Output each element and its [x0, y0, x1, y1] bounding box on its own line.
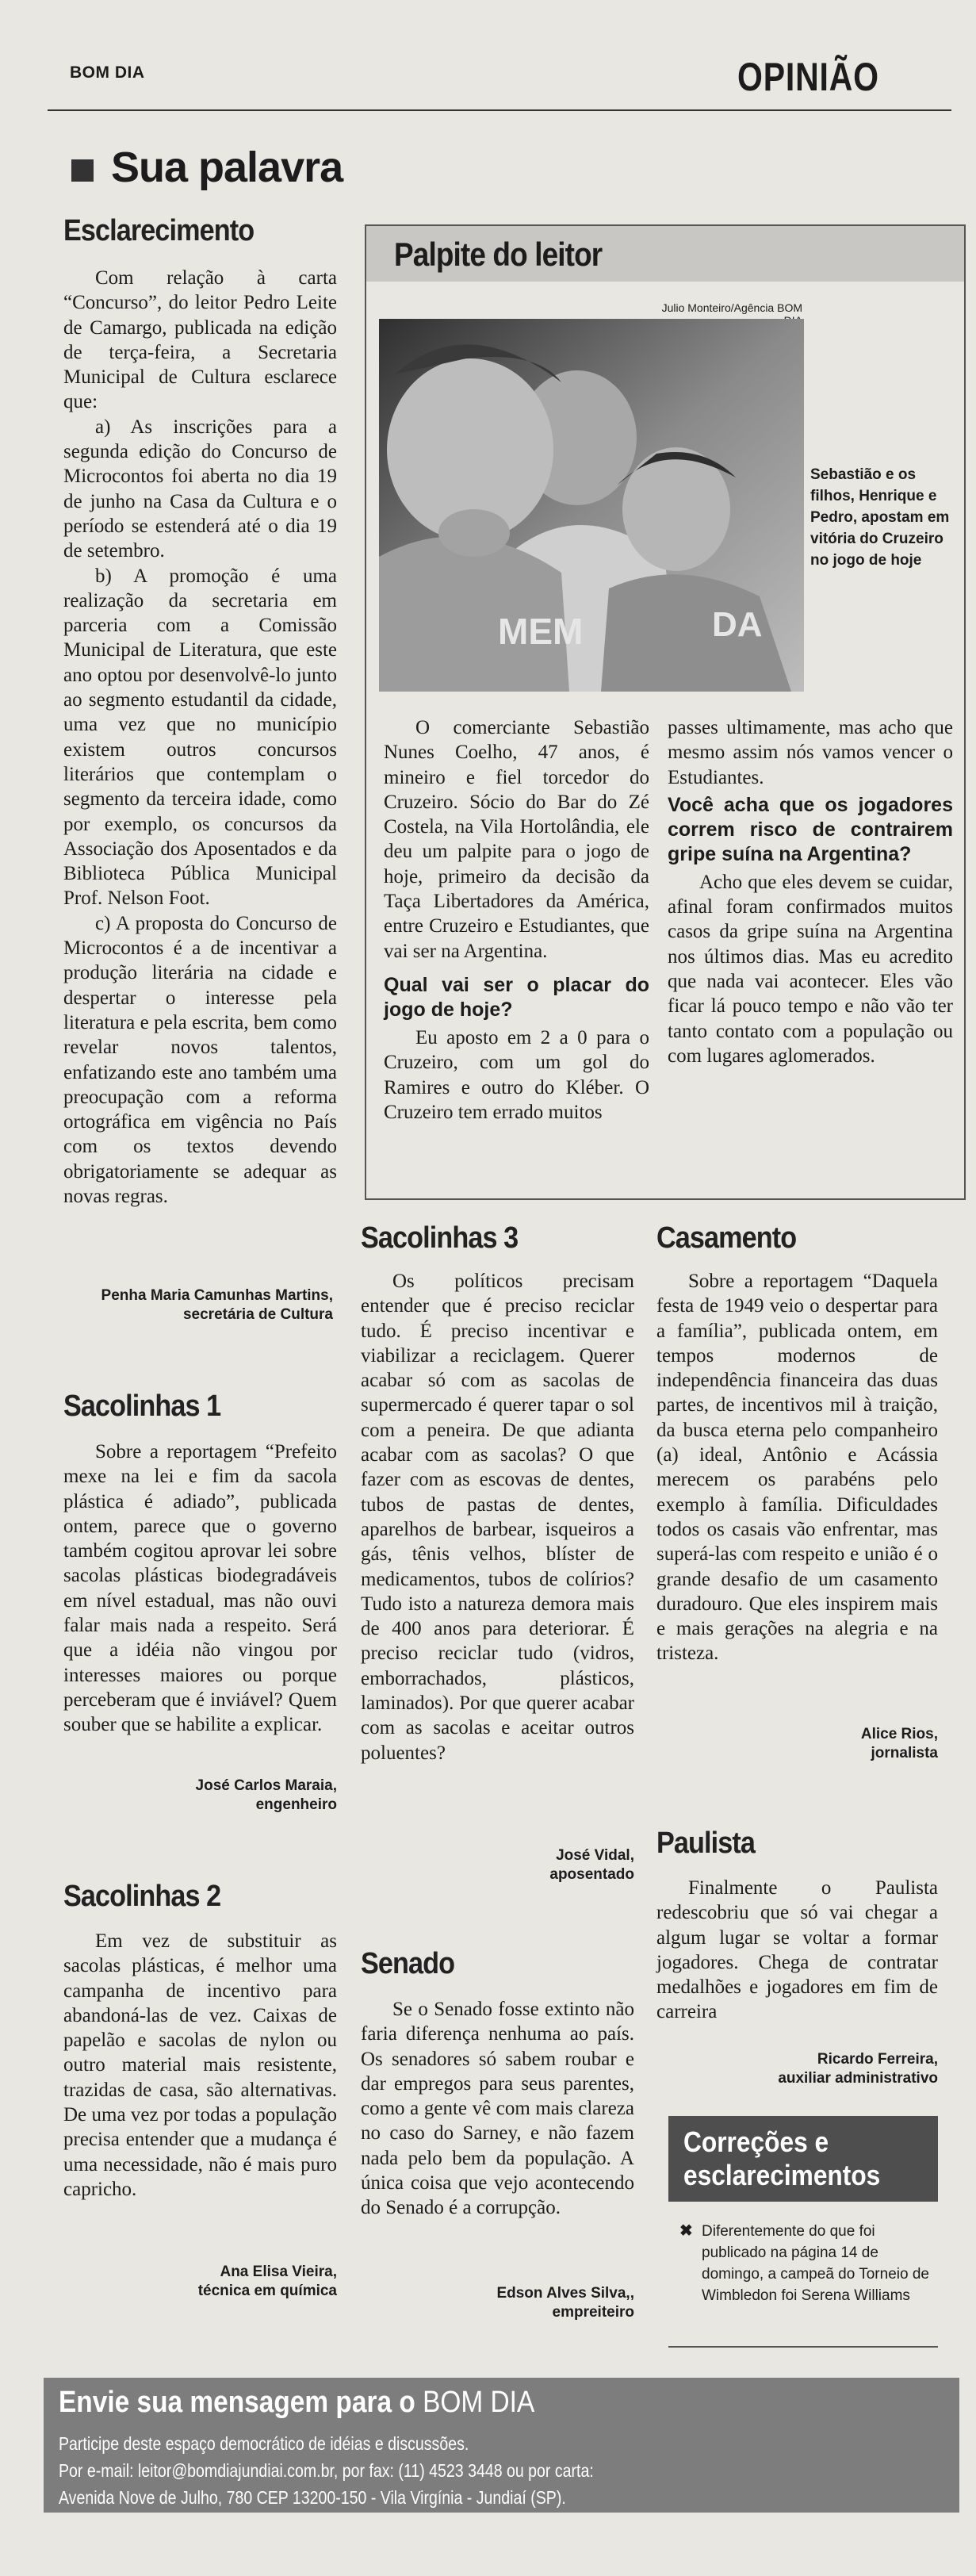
palpite-col1: [384, 715, 649, 1125]
signature-name: Alice Rios,: [860, 1726, 938, 1742]
photo: [379, 319, 804, 692]
header-rule: [48, 109, 951, 111]
correcoes-title-line1: Correções e: [683, 2126, 829, 2158]
sacolinhas3-signature: [361, 1846, 634, 1884]
footer-line1: Participe deste espaço democrático de idéias e discussões.: [59, 2433, 469, 2454]
sacolinhas2-title: Sacolinhas 2: [63, 1880, 221, 1913]
paulista-title: Paulista: [656, 1827, 755, 1860]
palpite-intro: O comerciante Sebastião Nunes Coelho, 47 anos, é mineiro e fiel torcedor do Cruzeiro. Sócio do Bar do Zé Costela, na Vila Hortolândia, ele deu um palpite para o jogo de hoje, primeiro da decisão da Taça Libertadores da América, entre Cruzeiro e Estudiantes, que vai ser na Argentina.: [384, 717, 649, 962]
esclarecimento-p1: Com relação à carta “Concurso”, do leitor Pedro Leite de Camargo, publicada na edição de terça-feira, a Secretaria Municipal de Cultura esclarece que:: [63, 267, 337, 413]
signature-role: engenheiro: [255, 1796, 337, 1813]
photo-credit: Julio Monteiro/Agência BOM: [661, 301, 802, 314]
section-name: OPINIÃO: [737, 55, 879, 99]
footer-brand: BOM DIA: [423, 2386, 535, 2419]
signature-name: Edson Alves Silva,,: [496, 2285, 634, 2302]
paper-name: BOM DIA: [70, 63, 145, 82]
palpite-question-1: Qual vai ser o placar do jogo de hoje?: [384, 973, 649, 1021]
correcoes-rule: [668, 2346, 938, 2348]
esclarecimento-p2: a) As inscrições para a segunda edição do Concurso de Microcontos foi aberta no dia 19 de junho na Casa da Cultura e o período se estenderá até o dia 19 de setembro.: [63, 416, 337, 562]
signature-role: empreiteiro: [552, 2304, 634, 2321]
palpite-answer-2: Acho que eles devem se cuidar, afinal foram confirmados muitos casos da gripe suína na Argentina nos últimos dias. Mas eu acredito que nada vai acontecer. Eles vão ficar lá pouco tempo e não vão ter tanto contato com a população ou com lugares aglomerados.: [668, 871, 953, 1067]
signature-role: aposentado: [549, 1866, 634, 1883]
sacolinhas3-body: [361, 1269, 634, 1765]
esclarecimento-body: [63, 266, 337, 1209]
svg-text:DA: DA: [712, 605, 763, 644]
palpite-question-2: Você acha que os jogadores correm risco de contrairem gripe suína na Argentina?: [668, 793, 953, 865]
section-title: Sua palavra: [111, 144, 343, 191]
correcoes-title-line2: esclarecimentos: [683, 2159, 881, 2191]
signature-role: técnica em química: [197, 2283, 337, 2299]
paulista-signature: [656, 2050, 938, 2088]
signature-role: secretária de Cultura: [182, 1306, 333, 1323]
sacolinhas1-title: Sacolinhas 1: [63, 1390, 221, 1423]
sacolinhas2-body: [63, 1929, 337, 2202]
correcoes-bullet-icon: ✖: [679, 2222, 693, 2240]
senado-signature: [361, 2284, 634, 2322]
signature-name: José Vidal,: [556, 1847, 634, 1864]
sacolinhas1-signature: [63, 1777, 337, 1815]
palpite-title: Palpite do leitor: [394, 236, 603, 273]
signature-name: José Carlos Maraia,: [195, 1777, 337, 1794]
esclarecimento-p4: c) A proposta do Concurso de Microcontos é a de incentivar a produção literária na cidade e despertar o interesse pela literatura e pela escrita, bem como revelar novos talentos, enfatizando este ano também uma preocupação com a reforma ortográfica em vigência no País com os textos devendo obrigatoriamente se adequar as novas regras.: [63, 912, 337, 1207]
palpite-col2: [668, 715, 953, 1068]
sacolinhas3-title: Sacolinhas 3: [361, 1221, 519, 1255]
casamento-body: [656, 1269, 938, 1666]
sacolinhas2-text: Em vez de substituir as sacolas plásticas, é melhor uma campanha de incentivo para abandoná-las de vez. Caixas de papelão e sacolas de nylon ou outro material mais resistente, trazidas de casa, são alternativas. De uma vez por todas a população precisa entender que a mudança é uma necessidade, não é mais puro capricho.: [63, 1930, 337, 2200]
esclarecimento-title: Esclarecimento: [63, 214, 255, 247]
casamento-title: Casamento: [656, 1221, 797, 1255]
signature-role: jornalista: [871, 1745, 938, 1761]
casamento-signature: [656, 1725, 938, 1763]
signature-name: Ana Elisa Vieira,: [220, 2264, 337, 2280]
sacolinhas3-text: Os políticos precisam entender que é preciso reciclar tudo. É preciso incentivar e viabilizar a reciclagem. Querer acabar só com as sacolas de supermercado é querer tapar o sol com a peneira. De que adianta acabar com as sacolas? O que fazer com as escovas de dentes, tubos de pastas de dentes, aparelhos de barbear, isqueiros a gás, tênis velhos, blíster de medicamentos, tubos de colírios? Tudo isto a natureza demora mais de 400 anos para deteriorar. É preciso reciclar tudo (vidros, emborrachados, plásticos, laminados). Por que querer acabar com as sacolas e aceitar outros poluentes?: [361, 1271, 634, 1764]
photo-caption: Sebastião e os filhos, Henrique e Pedro, apostam em vitória do Cruzeiro no jogo de hoje: [810, 466, 950, 569]
correcoes-title: [683, 2126, 880, 2192]
footer-line3: Avenida Nove de Julho, 780 CEP 13200-150 - Vila Virgínia - Jundiaí (SP).: [59, 2487, 566, 2508]
sacolinhas1-body: [63, 1439, 337, 1738]
footer-title-prefix: Envie sua mensagem para o: [59, 2386, 415, 2419]
signature-name: Penha Maria Camunhas Martins,: [101, 1287, 333, 1304]
svg-text:MEM: MEM: [498, 611, 584, 652]
footer-line2: Por e-mail: leitor@bomdiajundiai.com.br, por fax: (11) 4523 3448 ou por carta:: [59, 2460, 594, 2481]
senado-title: Senado: [361, 1947, 455, 1980]
esclarecimento-p3: b) A promoção é uma realização da secretaria em parceria com a Comissão Municipal de Literatura, que este ano optou por desenvolvê-lo junto ao segmento estudantil da cidade, uma vez que no município existem outros concursos literários que contemplam o segmento da terceira idade, como por exemplo, os concursos da Associação dos Aposentados e da Biblioteca Pública Municipal Prof. Nelson Foot.: [63, 565, 337, 910]
senado-text: Se o Senado fosse extinto não faria diferença nenhuma ao país. Os senadores só sabem roubar e dar empregos para seus parentes, como a gente vê com mais clareza no caso do Sarney, e não fazem nada pelo bem da população. A única coisa que vejo acontecendo do Senado é a corrupção.: [361, 1999, 634, 2219]
signature-name: Ricardo Ferreira,: [817, 2051, 938, 2068]
paulista-text: Finalmente o Paulista redescobriu que só vai chegar a algum lugar se voltar a formar jogadores. Chega de contratar medalhões e jogadores em fim de carreira: [656, 1877, 938, 2023]
sacolinhas1-text: Sobre a reportagem “Prefeito mexe na lei e fim da sacola plástica é adiado”, publicada ontem, parece que o governo também cogitou aprovar lei sobre sacolas plásticas biodegradáveis em nível estadual, mas não ouvi falar mais nada a respeito. Será que a idéia não vingou por interesses maiores ou porque perceberam que é inviável? Quem souber que se habilite a explicar.: [63, 1441, 337, 1736]
esclarecimento-signature: [63, 1286, 333, 1324]
photo-illustration: [379, 319, 804, 692]
sacolinhas2-signature: [63, 2263, 337, 2301]
correcoes-text: Diferentemente do que foi publicado na página 14 de domingo, a campeã do Torneio de Wimbledon foi Serena Williams: [702, 2223, 929, 2304]
palpite-answer-1: Eu aposto em 2 a 0 para o Cruzeiro, com um gol do Ramires e outro do Kléber. O Cruzeiro tem errado muitos: [384, 1026, 649, 1123]
footer-title: [59, 2386, 534, 2420]
casamento-text: Sobre a reportagem “Daquela festa de 1949 veio o despertar para a família”, publicada ontem, em tempos modernos de independência financeira das duas partes, de incentivos mil à traição, da busca eterna pelo companheiro (a) ideal, Antônio e Acássia merecem os parabéns pelo exemplo à família. Dificuldades todos os casais vão enfrentar, mas superá-las com respeito e união é o grande desafio de um casamento duradouro. Que eles inspirem mais e mais gerações na alegria e na tristeza.: [656, 1271, 938, 1665]
senado-body: [361, 1997, 634, 2221]
palpite-continuation: passes ultimamente, mas acho que mesmo assim nós vamos vencer o Estudiantes.: [668, 717, 953, 788]
paulista-body: [656, 1876, 938, 2025]
section-bullet: [71, 159, 94, 182]
signature-role: auxiliar administrativo: [778, 2070, 938, 2087]
